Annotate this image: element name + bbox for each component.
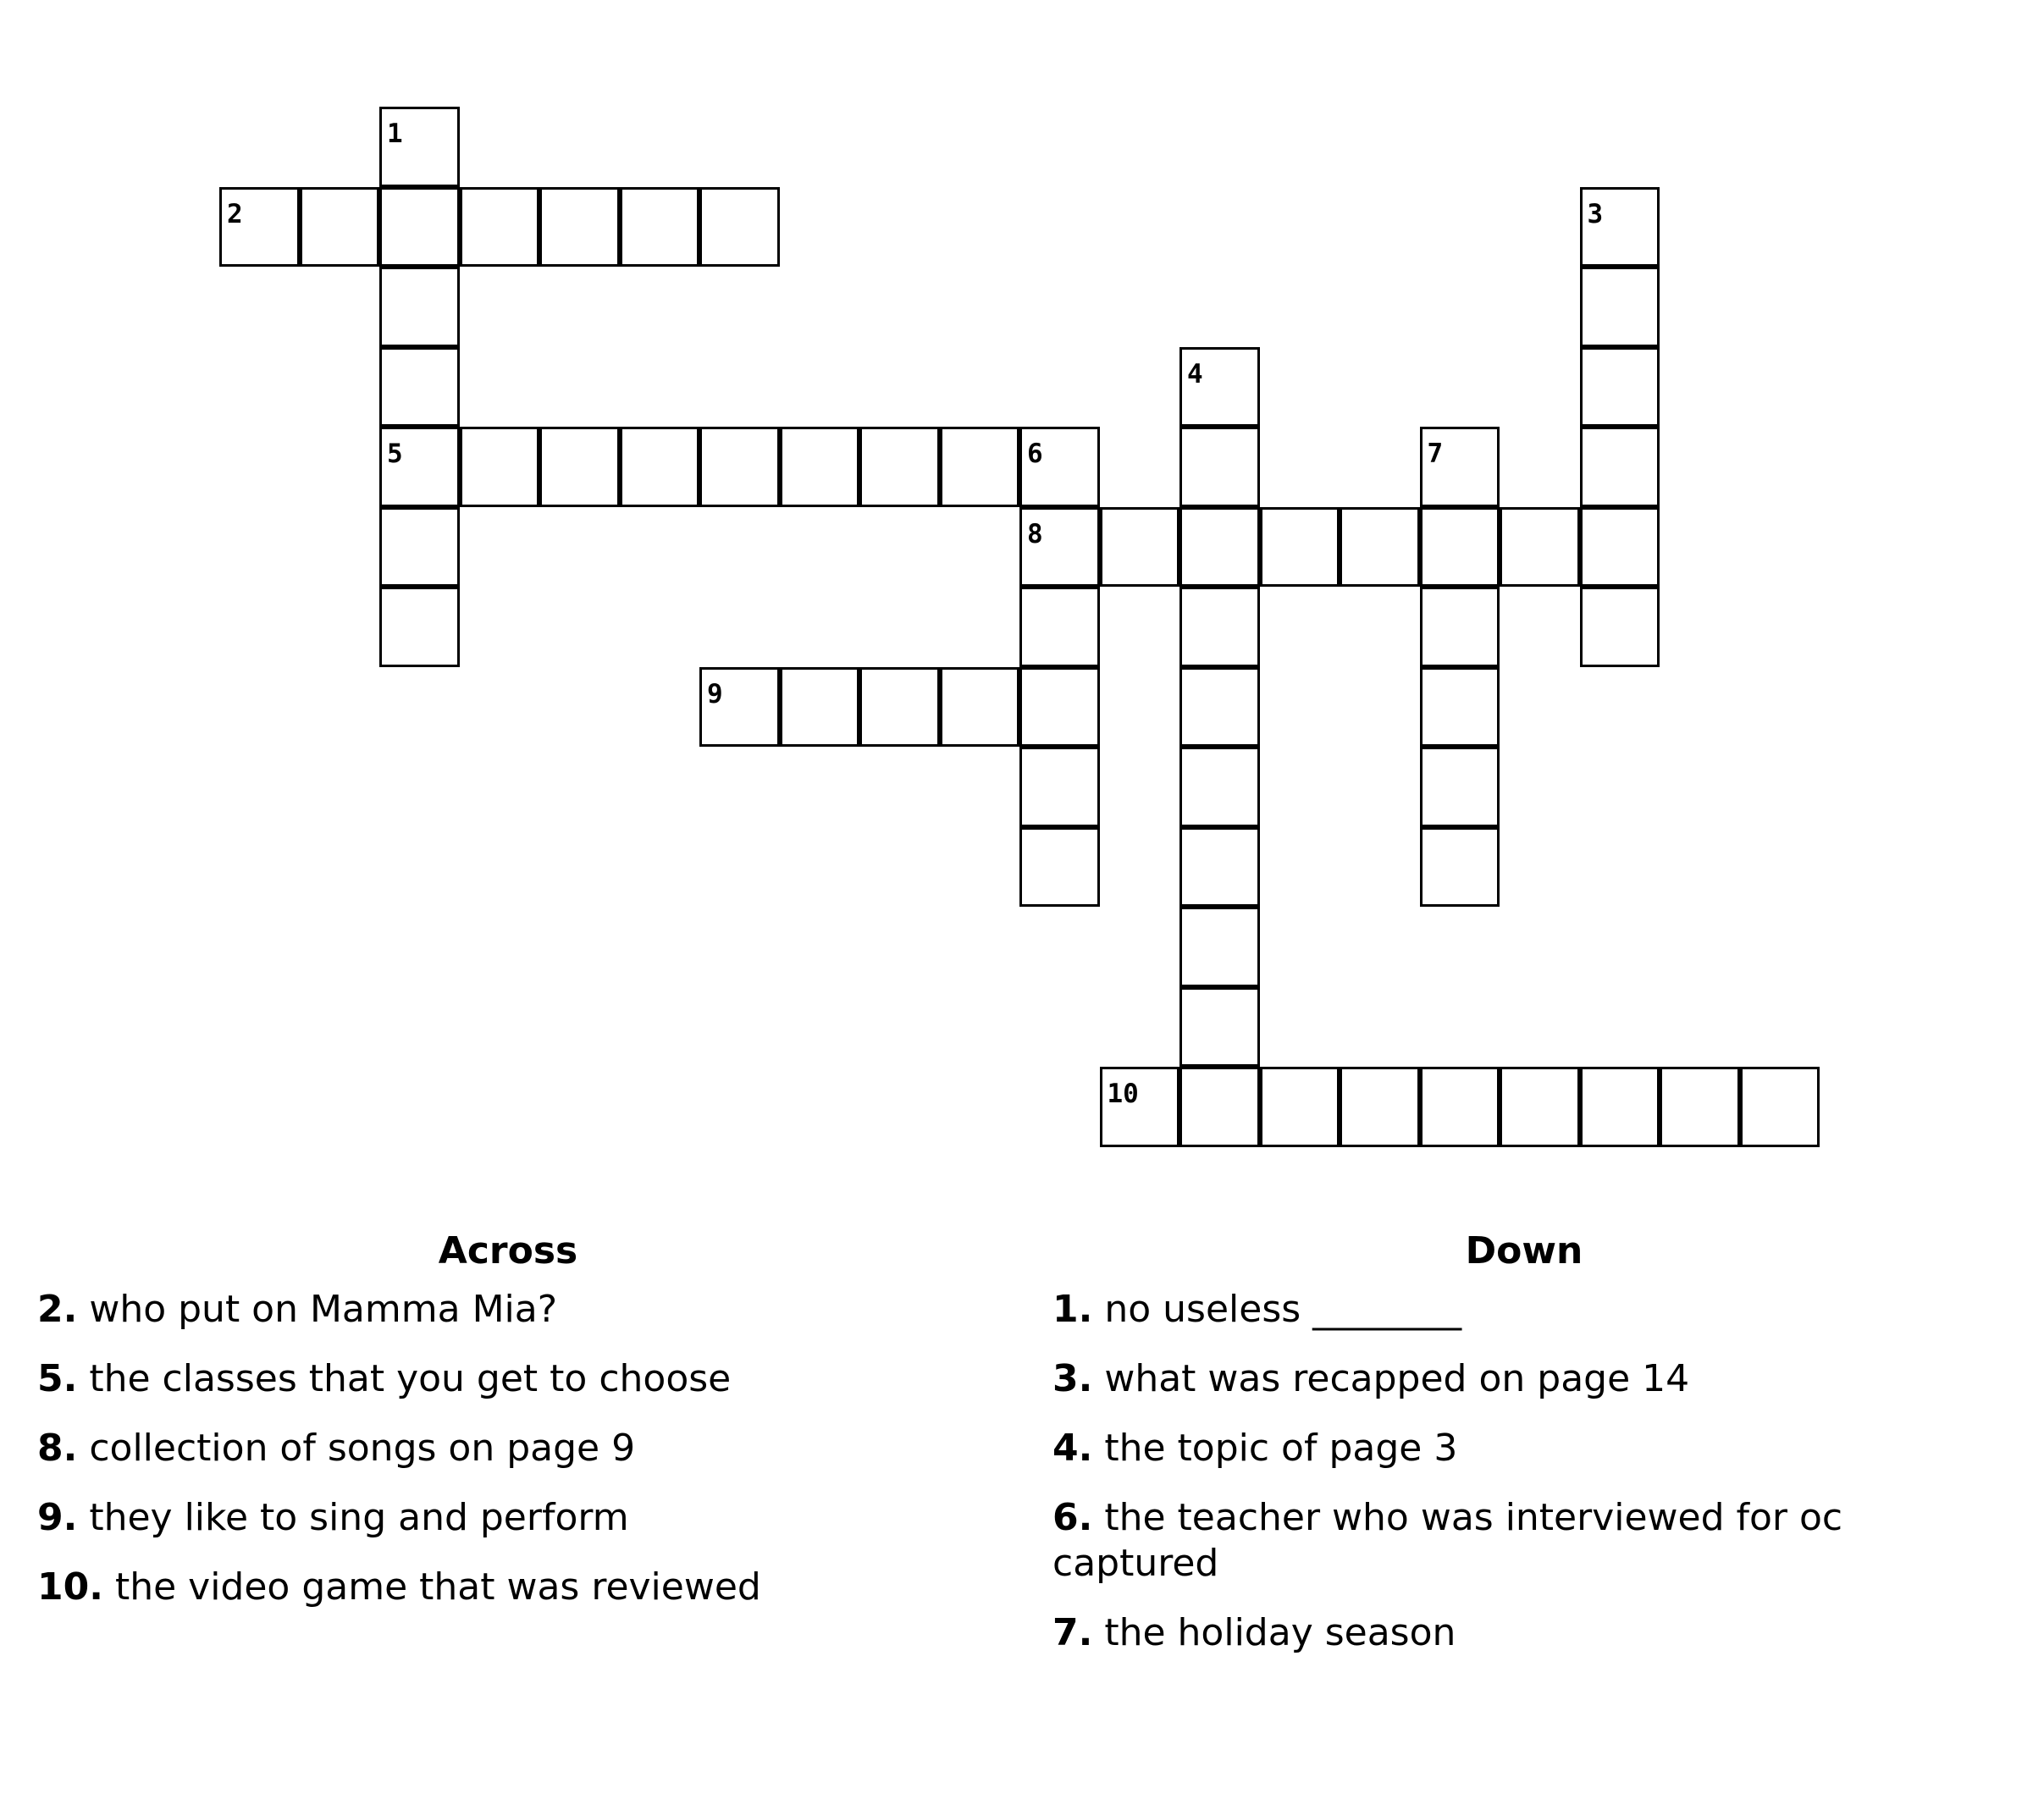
grid-cell[interactable]: [379, 427, 460, 507]
grid-cell[interactable]: [1660, 1067, 1740, 1147]
grid-cell[interactable]: [1420, 587, 1500, 667]
grid-cell[interactable]: [1420, 1067, 1500, 1147]
grid-cell[interactable]: [300, 187, 380, 268]
across-clue: [37, 1565, 969, 1610]
across-clue: [37, 1287, 969, 1333]
down-clue: [1052, 1426, 1942, 1471]
clue-text: what was recapped on page 14: [1104, 1357, 1690, 1400]
clue-number: 10.: [37, 1565, 103, 1609]
across-heading: Across: [438, 1229, 578, 1272]
grid-cell[interactable]: [1100, 1067, 1180, 1147]
clue-text: collection of songs on page 9: [89, 1427, 636, 1470]
cell-number: 9: [707, 678, 723, 709]
clue-text: the holiday season: [1104, 1611, 1456, 1654]
grid-cell[interactable]: [620, 187, 700, 268]
grid-cell[interactable]: [1179, 587, 1260, 667]
grid-cell[interactable]: [1179, 987, 1260, 1068]
grid-cell[interactable]: [1019, 507, 1100, 588]
grid-cell[interactable]: [460, 187, 540, 268]
clue-number: 2.: [37, 1288, 78, 1331]
grid-cell[interactable]: [1580, 1067, 1660, 1147]
across-clue-list: [37, 1287, 969, 1634]
grid-cell[interactable]: [1260, 507, 1340, 588]
grid-cell[interactable]: [1179, 827, 1260, 908]
clue-text: the teacher who was interviewed for oc captured: [1052, 1496, 1843, 1585]
grid-cell[interactable]: [1500, 507, 1580, 588]
down-heading: Down: [1465, 1229, 1583, 1272]
cell-number: 5: [387, 439, 403, 469]
grid-cell[interactable]: [940, 427, 1020, 507]
grid-cell[interactable]: [1179, 347, 1260, 428]
grid-cell[interactable]: [1420, 827, 1500, 908]
grid-cell[interactable]: [699, 427, 780, 507]
grid-cell[interactable]: [379, 507, 460, 588]
grid-cell[interactable]: [1420, 747, 1500, 827]
cell-number: 2: [227, 198, 243, 229]
grid-cell[interactable]: [379, 107, 460, 187]
clue-number: 4.: [1052, 1427, 1093, 1470]
grid-cell[interactable]: [1019, 587, 1100, 667]
grid-cell[interactable]: [1340, 507, 1420, 588]
grid-cell[interactable]: [699, 667, 780, 748]
clue-number: 8.: [37, 1427, 78, 1470]
grid-cell[interactable]: [1580, 267, 1660, 347]
grid-cell[interactable]: [460, 427, 540, 507]
grid-cell[interactable]: [1179, 507, 1260, 588]
grid-cell[interactable]: [620, 427, 700, 507]
clue-number: 5.: [37, 1357, 78, 1400]
clue-text: they like to sing and perform: [89, 1496, 629, 1539]
grid-cell[interactable]: [1179, 747, 1260, 827]
grid-cell[interactable]: [780, 667, 860, 748]
clue-number: 1.: [1052, 1288, 1093, 1331]
down-clue: [1052, 1356, 1942, 1402]
grid-cell[interactable]: [1420, 427, 1500, 507]
grid-cell[interactable]: [1179, 1067, 1260, 1147]
across-clue: [37, 1495, 969, 1541]
clue-number: 7.: [1052, 1611, 1093, 1654]
grid-cell[interactable]: [1580, 347, 1660, 428]
grid-cell[interactable]: [379, 587, 460, 667]
down-clue-list: [1052, 1287, 1942, 1680]
cell-number: 1: [387, 119, 403, 149]
clue-text: the classes that you get to choose: [89, 1357, 732, 1400]
clue-text: the topic of page 3: [1104, 1427, 1458, 1470]
down-clue: [1052, 1610, 1942, 1656]
across-clue: [37, 1356, 969, 1402]
grid-cell[interactable]: [780, 427, 860, 507]
clue-number: 6.: [1052, 1496, 1093, 1539]
grid-cell[interactable]: [539, 187, 620, 268]
across-clue: [37, 1426, 969, 1471]
grid-cell[interactable]: [1019, 427, 1100, 507]
clue-number: 9.: [37, 1496, 78, 1539]
clue-text: no useless ________: [1104, 1288, 1462, 1331]
grid-cell[interactable]: [1019, 747, 1100, 827]
grid-cell[interactable]: [1179, 667, 1260, 748]
cell-number: 3: [1587, 198, 1604, 229]
grid-cell[interactable]: [379, 267, 460, 347]
grid-cell[interactable]: [1580, 427, 1660, 507]
grid-cell[interactable]: [859, 427, 940, 507]
grid-cell[interactable]: [379, 187, 460, 268]
grid-cell[interactable]: [219, 187, 300, 268]
grid-cell[interactable]: [1019, 827, 1100, 908]
grid-cell[interactable]: [699, 187, 780, 268]
grid-cell[interactable]: [1340, 1067, 1420, 1147]
grid-cell[interactable]: [1179, 907, 1260, 987]
clue-number: 3.: [1052, 1357, 1093, 1400]
cell-number: 10: [1107, 1079, 1139, 1109]
grid-cell[interactable]: [1740, 1067, 1820, 1147]
down-clue: [1052, 1287, 1942, 1333]
grid-cell[interactable]: [539, 427, 620, 507]
grid-cell[interactable]: [940, 667, 1020, 748]
grid-cell[interactable]: [1100, 507, 1180, 588]
down-clue: [1052, 1495, 1942, 1587]
grid-cell[interactable]: [1580, 187, 1660, 268]
cell-number: 7: [1427, 439, 1444, 469]
grid-cell[interactable]: [379, 347, 460, 428]
cell-number: 4: [1187, 358, 1203, 389]
cell-number: 6: [1027, 439, 1043, 469]
grid-cell[interactable]: [1179, 427, 1260, 507]
cell-number: 8: [1027, 518, 1043, 549]
clue-text: the video game that was reviewed: [114, 1565, 761, 1609]
grid-cell[interactable]: [1580, 587, 1660, 667]
clue-text: who put on Mamma Mia?: [89, 1288, 558, 1331]
grid-cell[interactable]: [1580, 507, 1660, 588]
grid-cell[interactable]: [1260, 1067, 1340, 1147]
grid-cell[interactable]: [1420, 507, 1500, 588]
grid-cell[interactable]: [1500, 1067, 1580, 1147]
grid-cell[interactable]: [859, 667, 940, 748]
grid-cell[interactable]: [1019, 667, 1100, 748]
grid-cell[interactable]: [1420, 667, 1500, 748]
